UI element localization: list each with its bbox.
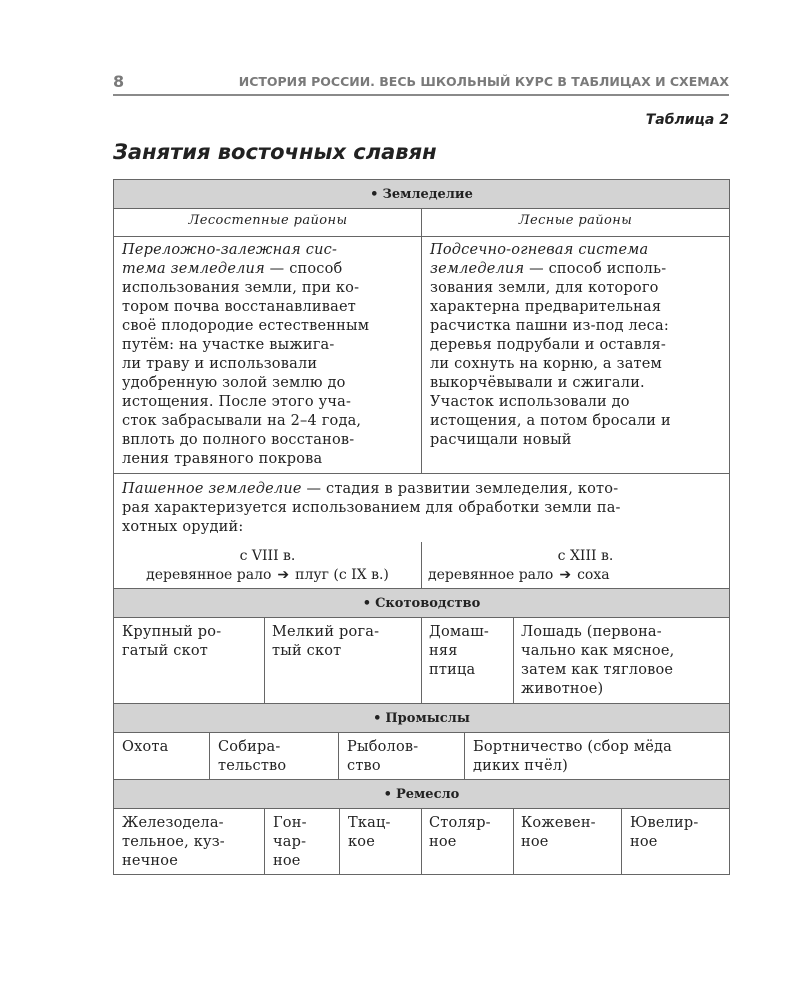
bullet-icon: • — [370, 186, 379, 202]
column-divider — [421, 209, 422, 473]
text-line: истощения, а потом бросали и — [430, 413, 671, 429]
column-divider — [513, 809, 514, 874]
item-line: ное — [429, 834, 457, 850]
text-line: деревья подрубали и оставля- — [430, 337, 666, 353]
item-line: тельство — [218, 758, 287, 774]
term-fallow: тема земледелия — [122, 261, 265, 277]
item-line: Мелкий рога- — [272, 624, 380, 640]
term-plough: Пашенное земледелие — [122, 481, 302, 497]
bullet-icon: • — [373, 710, 382, 726]
text-line: путём: на участке выжига- — [122, 337, 335, 353]
item-line: няя — [429, 643, 458, 659]
item-line: кое — [348, 834, 375, 850]
item-line: диких пчёл) — [473, 758, 569, 774]
tool-from: деревянное рало — [146, 567, 272, 583]
item-line: Столяр- — [429, 815, 491, 831]
column-divider — [264, 618, 265, 703]
livestock-item — [122, 623, 221, 661]
running-header — [113, 72, 729, 96]
table-label: Таблица 2 — [645, 112, 729, 128]
handicraft-item — [521, 814, 596, 852]
page-number: 8 — [113, 72, 125, 91]
item-line: Домаш- — [429, 624, 490, 640]
handicraft-item — [630, 814, 699, 852]
item-line: Гон- — [273, 815, 307, 831]
section-heading-label: Промыслы — [385, 710, 470, 726]
handicraft-item — [348, 814, 391, 852]
item-line: Ткац- — [348, 815, 391, 831]
column-divider — [513, 618, 514, 703]
section-heading-agriculture — [114, 180, 729, 209]
column-heading-forest-steppe: Лесостепные районы — [188, 213, 348, 228]
item-line: ное — [630, 834, 658, 850]
text-line: хотных орудий: — [122, 519, 244, 535]
item-line: Кожевен- — [521, 815, 596, 831]
text-line: Участок использовали до — [430, 394, 630, 410]
text-line: ления травяного покрова — [122, 451, 323, 467]
text-line: зования земли, для которого — [430, 280, 659, 296]
item-line: гатый скот — [122, 643, 209, 659]
handicraft-item — [429, 814, 491, 852]
section-heading-trades — [114, 703, 729, 733]
column-heading-forest: Лесные районы — [518, 213, 633, 228]
text-line: рая характеризуется использованием для обработки земли па- — [122, 500, 621, 516]
text-line: сток забрасывали на 2–4 года, — [122, 413, 362, 429]
text-line: истощения. После этого уча- — [122, 394, 352, 410]
text-line: удобренную золой землю до — [122, 375, 346, 391]
arrow-right-icon: ➔ — [559, 567, 572, 583]
text-line: ли траву и использовали — [122, 356, 318, 372]
text-line: своё плодородие естественным — [122, 318, 370, 334]
column-divider — [209, 733, 210, 779]
livestock-item — [521, 623, 674, 699]
occupations-table — [113, 179, 730, 875]
item-line: Железодела- — [122, 815, 224, 831]
column-divider — [338, 733, 339, 779]
text-line: — способ — [264, 261, 343, 277]
item-line: Ювелир- — [630, 815, 699, 831]
text-line: — стадия в развитии земледелия, кото- — [301, 481, 619, 497]
text-line: ли сохнуть на корню, а затем — [430, 356, 663, 372]
text-line: — способ исполь- — [524, 261, 667, 277]
plough-tools-right — [422, 547, 729, 585]
period-label: с XIII в. — [557, 548, 614, 564]
section-heading-handicraft — [114, 779, 729, 809]
term-slash-burn: земледелия — [430, 261, 525, 277]
item-line: затем как тягловое — [521, 662, 674, 678]
column-divider — [464, 733, 465, 779]
bullet-icon: • — [383, 786, 392, 802]
trade-item — [218, 738, 286, 776]
text-line: использования земли, при ко- — [122, 280, 360, 296]
item-line: ство — [347, 758, 381, 774]
column-divider — [421, 809, 422, 874]
item-line: чар- — [273, 834, 307, 850]
item-line: чально как мясное, — [521, 643, 675, 659]
section-heading-label: Земледелие — [382, 186, 473, 202]
running-title: ИСТОРИЯ РОССИИ. ВЕСЬ ШКОЛЬНЫЙ КУРС В ТАБЛИЦАХ И СХЕМАХ — [238, 74, 729, 89]
period-label: с VIII в. — [239, 548, 296, 564]
row-divider — [114, 473, 729, 474]
column-divider — [339, 809, 340, 874]
tool-from: деревянное рало — [428, 567, 554, 583]
tool-to: плуг (с IX в.) — [295, 567, 389, 583]
item-line: птица — [429, 662, 476, 678]
arrow-right-icon: ➔ — [277, 567, 290, 583]
item-line: тельное, куз- — [122, 834, 225, 850]
handicraft-item — [122, 814, 225, 871]
bullet-icon: • — [362, 595, 372, 611]
term-slash-burn: Подсечно-огневая система — [430, 242, 649, 258]
trade-item — [347, 738, 418, 776]
trade-item — [473, 738, 672, 776]
trade-item — [122, 738, 168, 757]
item-line: Охота — [122, 739, 169, 755]
tool-to: соха — [577, 567, 610, 583]
section-heading-label: Скотоводство — [375, 595, 481, 611]
text-line: характерна предварительная — [430, 299, 662, 315]
item-line: нечное — [122, 853, 179, 869]
item-line: Бортничество (сбор мёда — [473, 739, 672, 755]
plough-agriculture-description — [122, 480, 726, 537]
item-line: ное — [273, 853, 301, 869]
text-line: тором почва восстанавливает — [122, 299, 357, 315]
section-heading-label: Ремесло — [395, 786, 460, 802]
term-fallow: Переложно-залежная сис- — [122, 242, 338, 258]
livestock-item — [272, 623, 379, 661]
handicraft-item — [273, 814, 307, 871]
item-line: Рыболов- — [347, 739, 419, 755]
item-line: Собира- — [218, 739, 281, 755]
text-line: расчищали новый — [430, 432, 572, 448]
text-line: выкорчёвывали и сжигали. — [430, 375, 645, 391]
item-line: Крупный ро- — [122, 624, 222, 640]
plough-tools-left — [114, 547, 421, 585]
column-divider — [264, 809, 265, 874]
item-line: тый скот — [272, 643, 342, 659]
livestock-item — [429, 623, 489, 680]
item-line: Лошадь (первона- — [521, 624, 662, 640]
column-divider — [421, 618, 422, 703]
slash-and-burn-description — [430, 241, 726, 450]
text-line: расчистка пашни из-под леса: — [430, 318, 669, 334]
page-title: Занятия восточных славян — [113, 140, 437, 164]
slash-and-fallow-description — [122, 241, 418, 469]
item-line: животное) — [521, 681, 604, 697]
section-heading-livestock — [114, 588, 729, 618]
item-line: ное — [521, 834, 549, 850]
column-divider — [621, 809, 622, 874]
text-line: вплоть до полного восстанов- — [122, 432, 355, 448]
